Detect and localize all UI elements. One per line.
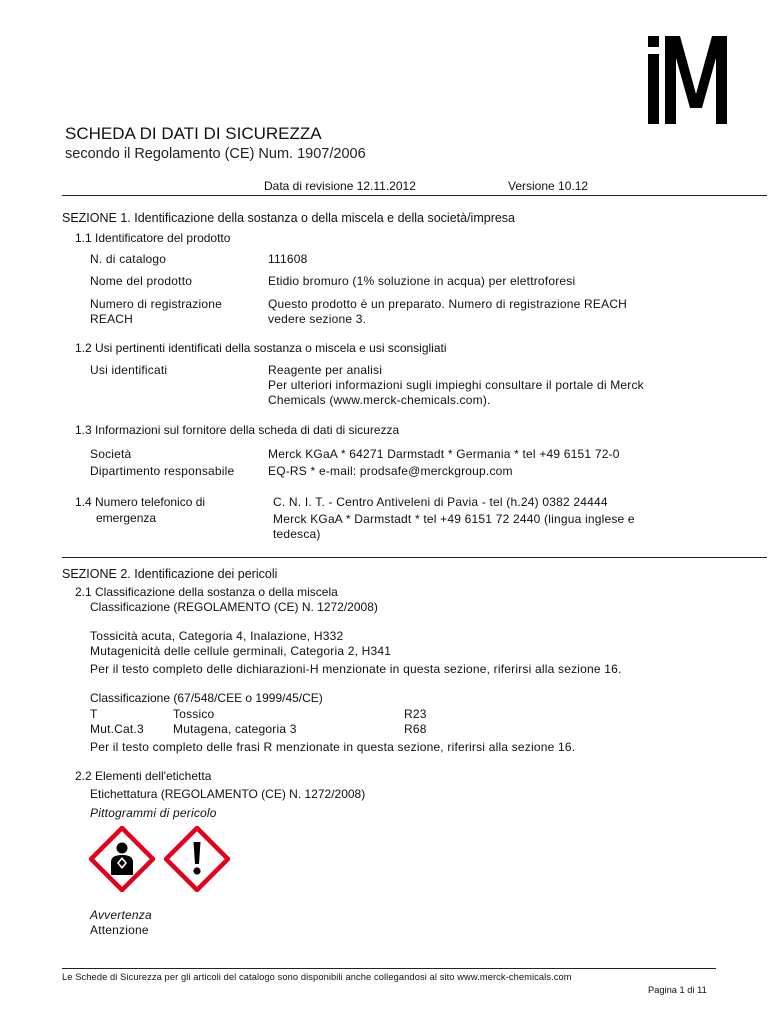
dsd-row-1-code: T <box>90 707 98 721</box>
merck-logo <box>648 36 760 126</box>
section-1-heading: SEZIONE 1. Identificazione della sostanza o della miscela e della società/impresa <box>62 211 516 225</box>
uses-label: Usi identificati <box>90 363 168 377</box>
company-label: Società <box>90 447 132 461</box>
dsd-row-1-desc: Tossico <box>173 707 215 721</box>
health-hazard-pictogram-icon <box>89 826 155 892</box>
product-name-label: Nome del prodotto <box>90 274 193 288</box>
reach-label-line2: REACH <box>90 312 134 326</box>
signal-word-value: Attenzione <box>90 923 149 937</box>
page-number: Pagina 1 di 11 <box>648 985 707 995</box>
uses-value-line3: Chemicals (www.merck-chemicals.com). <box>268 393 491 407</box>
reach-value-line1: Questo prodotto è un preparato. Numero di registrazione REACH <box>268 297 628 311</box>
section-2-heading: SEZIONE 2. Identificazione dei pericoli <box>62 567 278 581</box>
revision-date: Data di revisione 12.11.2012 <box>264 179 416 193</box>
document-title: SCHEDA DI DATI DI SICUREZZA <box>65 124 322 143</box>
reach-value-line2: vedere sezione 3. <box>268 312 367 326</box>
exclamation-pictogram-icon <box>164 826 230 892</box>
emergency-value-line2: Merck KGaA * Darmstadt * tel +49 6151 72 2440 (lingua inglese e <box>273 512 635 526</box>
subsection-1-3-heading: 1.3 Informazioni sul fornitore della scheda di dati di sicurezza <box>75 423 400 437</box>
subsection-1-4-heading-line1: 1.4 Numero telefonico di <box>75 495 206 509</box>
version: Versione 10.12 <box>508 179 589 193</box>
header-divider <box>62 195 767 196</box>
signal-word-label: Avvertenza <box>90 908 152 922</box>
clp-note: Per il testo completo delle dichiarazioni-H menzionate in questa sezione, riferirsi alla sezione 16. <box>90 662 622 676</box>
emergency-value-line1: C. N. I. T. - Centro Antiveleni di Pavia - tel (h.24) 0382 24444 <box>273 495 608 509</box>
dsd-classification-heading: Classificazione (67/548/CEE o 1999/45/CE) <box>90 691 323 705</box>
subsection-2-1-heading: 2.1 Classificazione della sostanza o della miscela <box>75 585 338 599</box>
subsection-1-4-heading-line2: emergenza <box>96 511 157 525</box>
document-subtitle: secondo il Regolamento (CE) Num. 1907/2006 <box>65 146 366 162</box>
dsd-row-1-r: R23 <box>404 707 427 721</box>
pictograms-label: Pittogrammi di pericolo <box>90 806 217 820</box>
department-value: EQ-RS * e-mail: prodsafe@merckgroup.com <box>268 464 513 478</box>
catalog-label: N. di catalogo <box>90 252 167 266</box>
dsd-row-2-r: R68 <box>404 722 427 736</box>
subsection-1-1-heading: 1.1 Identificatore del prodotto <box>75 231 231 245</box>
clp-line-1: Tossicità acuta, Categoria 4, Inalazione, H332 <box>90 629 344 643</box>
uses-value-line2: Per ulteriori informazioni sugli impieghi consultare il portale di Merck <box>268 378 644 392</box>
subsection-2-2-heading: 2.2 Elementi dell'etichetta <box>75 769 212 783</box>
department-label: Dipartimento responsabile <box>90 464 235 478</box>
company-value: Merck KGaA * 64271 Darmstadt * Germania * tel +49 6151 72-0 <box>268 447 620 461</box>
clp-classification-heading: Classificazione (REGOLAMENTO (CE) N. 1272/2008) <box>90 600 378 614</box>
subsection-1-2-heading: 1.2 Usi pertinenti identificati della sostanza o miscela e usi sconsigliati <box>75 341 447 355</box>
footer-divider <box>62 968 716 969</box>
labelling-heading: Etichettatura (REGOLAMENTO (CE) N. 1272/2008) <box>90 787 366 801</box>
emergency-value-line3: tedesca) <box>273 527 321 541</box>
catalog-value: 111608 <box>268 252 308 266</box>
clp-line-2: Mutagenicità delle cellule germinali, Categoria 2, H341 <box>90 644 392 658</box>
dsd-note: Per il testo completo delle frasi R menzionate in questa sezione, riferirsi alla sezione 16. <box>90 740 576 754</box>
section-divider <box>62 557 767 558</box>
uses-value-line1: Reagente per analisi <box>268 363 383 377</box>
dsd-row-2-code: Mut.Cat.3 <box>90 722 144 736</box>
dsd-row-2-desc: Mutagena, categoria 3 <box>173 722 297 736</box>
reach-label-line1: Numero di registrazione <box>90 297 222 311</box>
footer-note: Le Schede di Sicurezza per gli articoli del catalogo sono disponibili anche collegandosi al sito www.merck-chemicals.com <box>62 972 572 982</box>
product-name-value: Etidio bromuro (1% soluzione in acqua) per elettroforesi <box>268 274 576 288</box>
